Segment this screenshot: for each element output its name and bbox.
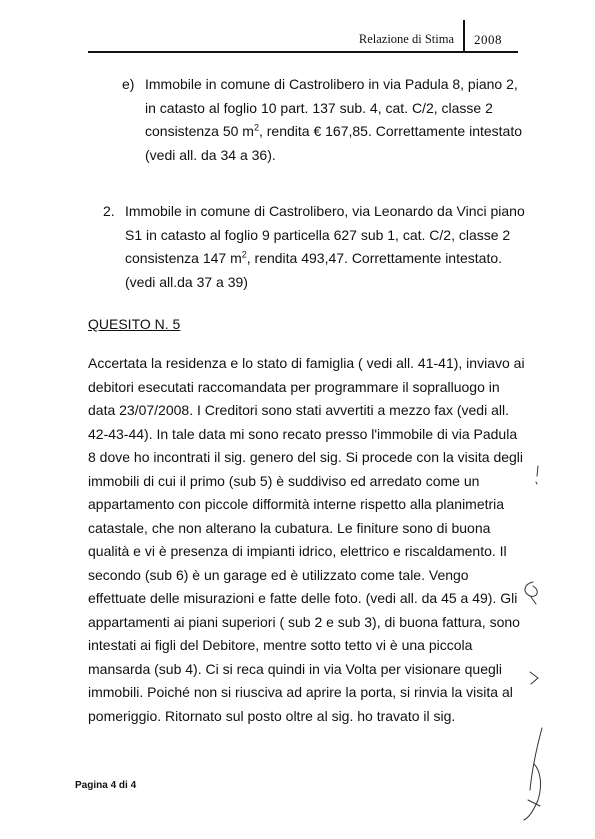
item-2-text-1: Immobile in comune di Castrolibero, via Leonardo da Vinci piano S1 in catasto al foglio 9 particella 627 sub 1, cat. C/2, classe 2 consistenza 147 m <box>125 203 525 266</box>
margin-arrow-mark <box>530 672 538 684</box>
list-marker-2: 2. <box>103 203 115 219</box>
item-e-superscript: 2 <box>253 122 259 133</box>
item-e-text-1: Immobile in comune di Castrolibero in via Padula 8, piano 2, in catasto al foglio 10 part. 137 sub. 4, cat. C/2, classe 2 consistenza 50 m <box>145 76 518 139</box>
report-year: 2008 <box>474 32 502 47</box>
section-heading: QUESITO N. 5 <box>88 316 181 332</box>
margin-q-mark <box>525 582 537 604</box>
report-title: Relazione di Stima <box>358 32 454 46</box>
page-number: Pagina 4 di 4 <box>75 780 137 791</box>
item-2-superscript: 2 <box>241 249 247 260</box>
signature <box>524 728 542 820</box>
margin-tick-mark <box>536 466 538 484</box>
body-paragraph: Accertata la residenza e lo stato di famiglia ( vedi all. 41-41), inviavo ai debitori esecutati raccomandata per programmare il sopralluogo in data 23/07/2008. I Creditori sono stati avvertiti a mezzo fax (vedi all. 42-43-44). In tale data mi sono recato presso l'immobile di via Padula 8 dove ho incontrati il sig. genero del sig. Si procede con la visita degli immobili di cui il primo (sub 5) è suddiviso ed arredato come un appartamento con piccole difformità interne rispetto alla planimetria catastale, che non alterano la cubatura. Le finiture sono di buona qualità e vi è presenza di impianti idrico, elettrico e riscaldamento. Il secondo (sub 6) è un garage ed è utilizzato come tale. Vengo effettuate delle misurazioni e fatte delle foto. (vedi all. da 45 a 49). Gli appartamenti ai piani superiori ( sub 2 e sub 3), di buona fattura, sono intestati ai figli del Debitore, mentre sotto tetto vi è una piccola mansarda (sub 4). Ci si reca quindi in via Volta per visionare quegli immobili. Poiché non si riusciva ad aprire la porta, si rinvia la visita al pomeriggio. Ritornato sul posto oltre al sig. ho travato il sig. <box>88 355 525 724</box>
item-2-text-2: , rendita 493,47. Correttamente intestato.(vedi all.da 37 a 39) <box>125 250 503 290</box>
list-marker-e: e) <box>122 76 135 92</box>
item-e-text-2: , rendita € 167,85. Correttamente intestato (vedi all. da 34 a 36). <box>145 123 523 163</box>
